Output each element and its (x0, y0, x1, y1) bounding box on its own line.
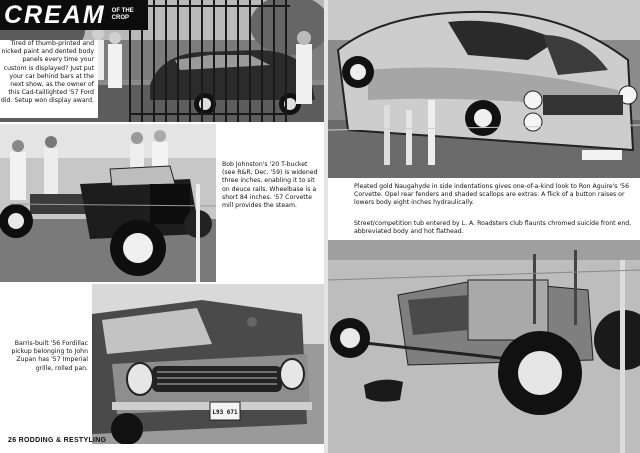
roadster-photo (328, 240, 640, 453)
caption-t-bucket: Bob Johnston's '20 T-bucket (see R&R, Dec. '59) is widened three inches, enabling it to sit on deuce rails. Wheelbase is a short 84 inches. '57 Corvette mill provides the steam. (222, 161, 318, 210)
fordillac-pickup-photo (92, 284, 324, 444)
caption-corvette: Pleated gold Naugahyde in side indentations gives one-of-a-kind look to Ron Aguire's '56 Corvette. Opel rear fenders and shaded scallops are extras. A flick of a button raises or lowers body eight inches hydraulically. (354, 183, 630, 207)
caption-ford-behind-bars: Tired of thumb-printed and nicked paint and dented body panels every time your custom is displayed? Just put your car behind bars at the next show, as the owner of this Cad-taillighted '57 Ford did. Setup won display award. (0, 40, 98, 118)
section-subtitle: OF THE CROP (111, 8, 134, 21)
section-header (0, 0, 148, 30)
caption-roadster: Street/competition tub entered by L. A. Roadsters club flaunts chromed suicide front end, abbreviated body and hot flathead. (354, 220, 632, 236)
section-title: CREAM (4, 0, 106, 29)
pickup-license-plate: L93 671 (212, 408, 238, 416)
page-folio: 26 RODDING & RESTYLING (8, 437, 107, 444)
caption-fordillac: Barris-built '56 Fordillac pickup belonging to John Zupan has '57 Imperial grille, rolled pan. (11, 340, 88, 372)
right-page (328, 0, 640, 453)
corvette-photo (328, 0, 640, 178)
t-bucket-photo (0, 124, 216, 282)
